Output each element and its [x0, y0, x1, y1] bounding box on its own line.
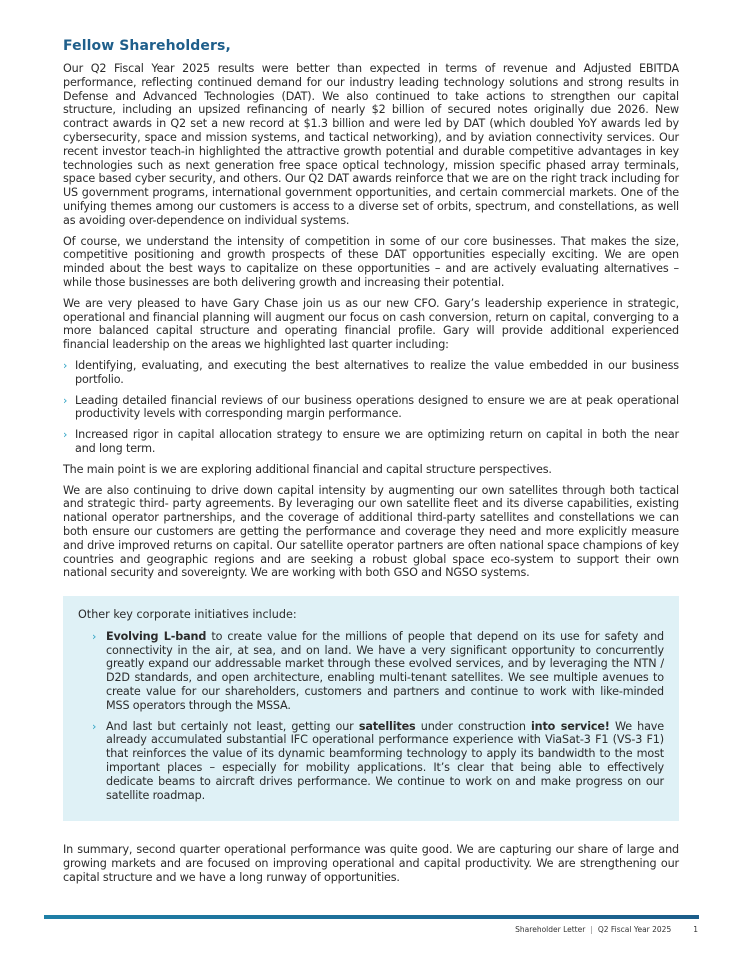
- list-item: › Increased rigor in capital allocation strategy to ensure we are optimizing return on capital in both the near and long term.: [63, 428, 679, 455]
- list-item: › Leading detailed financial reviews of our business operations designed to ensure we are at peak operational productivity levels with corresponding margin performance.: [63, 393, 679, 421]
- paragraph-summary: In summary, second quarter operational performance was quite good. We are capturing our share of large and growing markets and are focused on improving operational and capital productivity. We are strengthening our capital structure and we have a long runway of opportunities.: [63, 843, 679, 885]
- page-title: Fellow Shareholders,: [63, 38, 231, 54]
- footer-divider: [44, 915, 699, 919]
- chevron-right-icon: ›: [63, 428, 68, 442]
- paragraph-capital-intensity: We are also continuing to drive down capital intensity by augmenting our own satellites through both tactical and strategic third- party agreements. By leveraging our own satellite fleet and its diverse capabilities, existing national operator partnerships, and the coverage of additional third-party satellites and constellations we can both ensure our customers are getting the performance and coverage they need and more explicitly measure and drive improved returns on capital. Our satellite operator partners are often national space champions of key countries and geographic regions and are seeking a robust global space eco-system to support their own national security and sovereignty. We are working with both GSO and NGSO systems.: [63, 483, 679, 580]
- chevron-right-icon: ›: [63, 358, 68, 372]
- list-item: › Identifying, evaluating, and executing the best alternatives to realize the value embedded in our business portfolio.: [63, 358, 679, 386]
- paragraph-main-point: The main point is we are exploring additional financial and capital structure perspectives.: [63, 462, 552, 476]
- letter-body: [63, 38, 679, 892]
- chevron-right-icon: ›: [92, 719, 97, 733]
- page-footer: [515, 925, 698, 934]
- footer-doc-title: Shareholder Letter: [515, 925, 586, 934]
- initiatives-list: [78, 630, 664, 803]
- chevron-right-icon: ›: [92, 629, 97, 643]
- footer-period: Q2 Fiscal Year 2025: [597, 925, 672, 934]
- cfo-focus-list: [63, 359, 679, 456]
- paragraph-new-cfo: We are very pleased to have Gary Chase join us as our new CFO. Gary’s leadership experience in strategic, operational and financial planning will augment our focus on cash conversion, return on capital, converging to a more balanced capital structure and operating financial profile. Gary will provide additional experienced financial leadership on the areas we highlighted last quarter including:: [63, 296, 679, 352]
- paragraph-competition: Of course, we understand the intensity of competition in some of our core businesses. That makes the size, competitive positioning and growth prospects of these DAT opportunities especially exciting. We are open minded about the best ways to capitalize on these opportunities – and are actively evaluating alternatives – while those businesses are both delivering growth and increasing their potential.: [63, 234, 679, 289]
- page-number: 1: [693, 925, 698, 934]
- callout-intro: Other key corporate initiatives include:: [78, 608, 297, 622]
- list-item: › Evolving L-band to create value for the millions of people that depend on its use for safety and connectivity in the air, at sea, and on land. We have a very significant opportunity to concurrently greatly expand our addressable market through these evolved services, and by leveraging the NTN / D2D standards, and open architecture, enabling multi-tenant satellites. We see multiple avenues to create value for our shareholders, customers and partners and continue to work with like-minded MSS operators through the MSSA.: [92, 629, 664, 712]
- footer-separator: |: [590, 925, 593, 934]
- list-item: › And last but certainly not least, getting our satellites under construction into service! We have already accumulated substantial IFC operational performance experience with ViaSat-3 F1 (VS-3 F1) that reinforces the value of its dynamic beamforming technology to apply its bandwidth to the most important places – especially for mobility applications. It’s clear that being able to effectively dedicate beams to aircraft drives performance. We continue to work on and make progress on our satellite roadmap.: [92, 719, 664, 802]
- initiatives-callout: [63, 596, 679, 821]
- paragraph-results: Our Q2 Fiscal Year 2025 results were better than expected in terms of revenue and Adjusted EBITDA performance, reflecting continued demand for our industry leading technology solutions and strong results in Defense and Advanced Technologies (DAT). We also continued to take actions to strengthen our capital structure, including an upsized refinancing of nearly $2 billion of secured notes originally due 2026. New contract awards in Q2 set a new record at $1.3 billion and were led by DAT (which doubled YoY awards led by cybersecurity, space and mission systems, and tactical networking), and by aviation connectivity services. Our recent investor teach-in highlighted the attractive growth potential and durable competitive advantages in key technologies such as next generation free space optical technology, mission specific phased array terminals, space based cyber security, and others. Our Q2 DAT awards reinforce that we are on the right track including for US government programs, international government opportunities, and certain commercial markets. One of the unifying themes among our customers is access to a diverse set of orbits, spectrum, and constellations, as well as avoiding over-dependence on individual systems.: [63, 62, 679, 227]
- chevron-right-icon: ›: [63, 393, 68, 407]
